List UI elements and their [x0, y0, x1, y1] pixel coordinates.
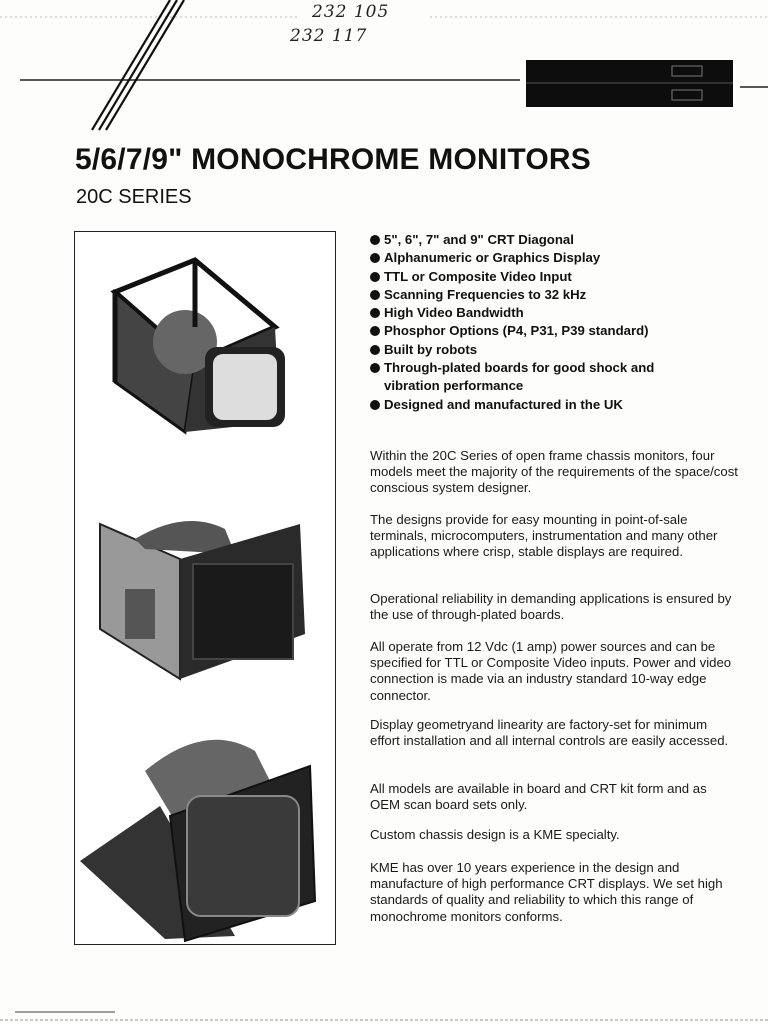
bullet-icon [370, 272, 380, 282]
bullet-icon [370, 290, 380, 300]
feature-item: Designed and manufactured in the UK [370, 396, 730, 414]
bullet-icon [370, 345, 380, 355]
bullet-icon [370, 326, 380, 336]
footer-rule [0, 1000, 768, 1024]
feature-item: Alphanumeric or Graphics Display [370, 249, 730, 267]
bullet-icon [370, 253, 380, 263]
body-paragraph: Custom chassis design is a KME specialty. [370, 827, 620, 842]
feature-item: 5", 6", 7" and 9" CRT Diagonal [370, 231, 730, 249]
body-paragraph: The designs provide for easy mounting in point-of-sale terminals, microcomputers, instrumentation and many other applications where crisp, stable displays are required. [370, 512, 718, 560]
page-title: 5/6/7/9" MONOCHROME MONITORS [75, 143, 592, 176]
product-photo-1 [74, 231, 336, 471]
kit-form-monitor-icon [75, 711, 335, 944]
body-paragraph: All operate from 12 Vdc (1 amp) power sources and can be specified for TTL or Composite Video inputs. Power and video connection is made via an industry standard 10-way edge connector. [370, 639, 732, 703]
handwritten-note-1: 232 105 [312, 2, 390, 22]
handwritten-note-2: 232 117 [290, 26, 368, 46]
open-frame-monitor-chassis-icon [75, 232, 335, 470]
diagonal-stripes [92, 0, 184, 130]
body-paragraph: Display geometryand linearity are factory-set for minimum effort installation and all internal controls are easily accessed. [370, 717, 729, 749]
feature-item: Built by robots [370, 341, 730, 359]
body-paragraph: All models are available in board and CRT kit form and as OEM scan board sets only. [370, 781, 707, 813]
bullet-icon [370, 308, 380, 318]
feature-item: Scanning Frequencies to 32 kHz [370, 286, 730, 304]
product-photo-3 [74, 711, 336, 945]
body-paragraph: KME has over 10 years experience in the design and manufacture of high performance CRT displays. We set high standards of quality and reliability to which this range of monochrome monitors conforms. [370, 860, 723, 924]
body-paragraph: Within the 20C Series of open frame chassis monitors, four models meet the majority of the requirements of the space/cost conscious system designer. [370, 448, 738, 496]
body-paragraph: Operational reliability in demanding applications is ensured by the use of through-plated boards. [370, 591, 732, 623]
bullet-icon [370, 400, 380, 410]
feature-item: Through-plated boards for good shock and vibration performance [370, 359, 699, 396]
feature-item: High Video Bandwidth [370, 304, 730, 322]
page-subtitle: 20C SERIES [76, 186, 192, 208]
feature-item: TTL or Composite Video Input [370, 268, 730, 286]
product-photo-2 [74, 469, 336, 712]
bullet-icon [370, 363, 380, 373]
feature-item: Phosphor Options (P4, P31, P39 standard) [370, 322, 730, 340]
feature-list [370, 231, 730, 414]
bullet-icon [370, 235, 380, 245]
scan-board-monitor-icon [75, 469, 335, 711]
